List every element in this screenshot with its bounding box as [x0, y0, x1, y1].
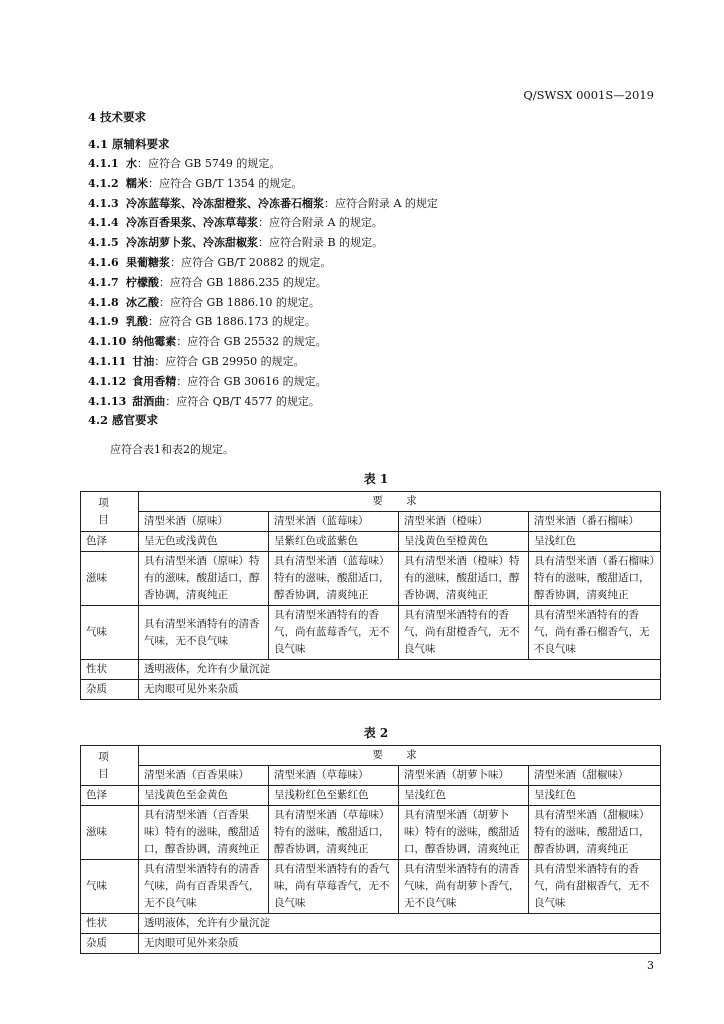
row-label: 色泽 [81, 786, 139, 806]
row-label: 气味 [81, 860, 139, 914]
raw-material-item [88, 273, 664, 293]
table-cell: 具有清型米酒（番石榴味）特有的滋味，酸甜适口，醇香协调，清爽纯正 [529, 552, 661, 606]
table-cell: 呈浅黄色至橙黄色 [399, 532, 529, 552]
row-label: 滋味 [81, 552, 139, 606]
product-column-header: 清型米酒（橙味） [399, 512, 529, 532]
document-body [88, 108, 664, 954]
table-cell: 无肉眼可见外来杂质 [139, 680, 661, 700]
document-code-header: Q/SWSX 0001S—2019 [523, 88, 654, 102]
table-cell: 呈浅红色 [529, 532, 661, 552]
item-requirement: ：应符合 GB 29950 的规定。 [154, 354, 305, 368]
table-cell: 具有清型米酒（草莓味）特有的滋味，酸甜适口，醇香协调，清爽纯正 [269, 806, 399, 860]
item-number: 4.1.12 [88, 374, 127, 388]
table-cell: 呈浅红色 [529, 786, 661, 806]
product-header-row [81, 766, 661, 786]
table-row [81, 552, 661, 606]
item-number: 4.1.6 [88, 255, 119, 269]
raw-material-item [88, 233, 664, 253]
item-requirement: ：应符合附录 B 的规定。 [258, 236, 384, 250]
item-name: 冰乙酸 [126, 295, 159, 309]
product-column-header: 清型米酒（原味） [139, 512, 269, 532]
item-requirement: ：应符合 GB/T 1354 的规定。 [148, 176, 303, 190]
raw-material-item [88, 154, 664, 174]
product-column-header: 清型米酒（胡萝卜味） [399, 766, 529, 786]
item-number: 4.1.10 [88, 335, 127, 349]
item-number: 4.1.7 [88, 275, 119, 289]
item-requirement: ：应符合附录 A 的规定。 [258, 216, 383, 230]
table-cell: 具有清型米酒特有的香气味，尚有草莓香气，无不良气味 [269, 860, 399, 914]
row-label: 色泽 [81, 532, 139, 552]
table-cell: 具有清型米酒（百香果味）特有的滋味，酸甜适口，醇香协调，清爽纯正 [139, 806, 269, 860]
table-cell: 具有清型米酒（蓝莓味）特有的滋味，酸甜适口，醇香协调，清爽纯正 [269, 552, 399, 606]
table-cell: 具有清型米酒特有的香气，尚有甜橙香气，无不良气味 [399, 606, 529, 660]
table-cell: 无肉眼可见外来杂质 [139, 934, 661, 954]
item-requirement: ：应符合附录 A 的规定 [324, 196, 438, 210]
sensory-table-2 [80, 745, 661, 954]
sensory-intro-text: 应符合表1和表2的规定。 [110, 443, 234, 457]
table-cell: 具有清型米酒特有的清香气味，尚有胡萝卜香气，无不良气味 [399, 860, 529, 914]
table-cell: 具有清型米酒特有的香气，尚有蓝莓香气，无不良气味 [269, 606, 399, 660]
item-number: 4.1.1 [88, 157, 119, 170]
item-requirement: ：应符合 GB 25532 的规定。 [176, 335, 327, 349]
table-cell: 具有清型米酒（橙味）特有的滋味，酸甜适口，醇香协调，清爽纯正 [399, 552, 529, 606]
table-cell: 具有清型米酒特有的清香气味，尚有百香果香气，无不良气味 [139, 860, 269, 914]
row-label: 杂质 [81, 680, 139, 700]
item-requirement: ：应符合 GB 1886.173 的规定。 [148, 315, 316, 329]
row-label: 气味 [81, 606, 139, 660]
table-header-row [81, 746, 661, 766]
section-4-heading: 4 技术要求 [88, 110, 147, 124]
row-label: 杂质 [81, 934, 139, 954]
item-number: 4.1.11 [88, 354, 127, 368]
raw-material-list [88, 154, 664, 411]
raw-material-item [88, 174, 664, 194]
item-name: 甘油 [132, 354, 155, 368]
product-column-header: 清型米酒（草莓味） [269, 766, 399, 786]
item-column-header: 项 目 [81, 746, 139, 786]
table-row [81, 860, 661, 914]
table-cell: 呈浅黄色至金黄色 [139, 786, 269, 806]
table-cell: 具有清型米酒特有的香气，尚有甜椒香气，无不良气味 [529, 860, 661, 914]
row-label: 滋味 [81, 806, 139, 860]
item-requirement: ：应符合 GB 1886.235 的规定。 [159, 275, 327, 289]
item-name: 纳他霉素 [132, 335, 177, 349]
table-row [81, 806, 661, 860]
item-column-header: 项 目 [81, 492, 139, 532]
product-header-row [81, 512, 661, 532]
requirement-column-header: 要 求 [139, 492, 661, 512]
item-name: 水 [126, 157, 137, 170]
table-2-caption: 表 2 [363, 726, 389, 741]
item-requirement: ：应符合 GB/T 20882 的规定。 [170, 255, 332, 269]
table-cell: 具有清型米酒（原味）特有的滋味，酸甜适口，醇香协调，清爽纯正 [139, 552, 269, 606]
table-cell: 具有清型米酒（甜椒味）特有的滋味，酸甜适口，醇香协调，清爽纯正 [529, 806, 661, 860]
product-column-header: 清型米酒（番石榴味） [529, 512, 661, 532]
item-name: 甜酒曲 [132, 394, 166, 408]
row-label: 性状 [81, 660, 139, 680]
raw-material-item [88, 253, 664, 273]
page-number: 3 [647, 959, 654, 972]
item-name: 冷冻百香果浆、冷冻草莓浆 [126, 216, 258, 230]
product-column-header: 清型米酒（甜椒味） [529, 766, 661, 786]
table-cell: 透明液体，允许有少量沉淀 [139, 914, 661, 934]
raw-material-item [88, 293, 664, 313]
row-label: 性状 [81, 914, 139, 934]
item-requirement: ：应符合 GB 1886.10 的规定。 [159, 295, 320, 309]
raw-material-item [88, 213, 664, 233]
item-number: 4.1.13 [88, 394, 127, 408]
item-name: 乳酸 [126, 315, 148, 329]
raw-material-item [88, 392, 664, 412]
item-name: 食用香精 [132, 374, 177, 388]
table-cell: 呈无色或浅黄色 [139, 532, 269, 552]
product-column-header: 清型米酒（百香果味） [139, 766, 269, 786]
item-name: 冷冻胡萝卜浆、冷冻甜椒浆 [126, 236, 258, 250]
table-row [81, 786, 661, 806]
table-header-row [81, 492, 661, 512]
item-number: 4.1.5 [88, 236, 119, 250]
item-number: 4.1.2 [88, 176, 119, 190]
item-name: 冷冻蓝莓浆、冷冻甜橙浆、冷冻番石榴浆 [126, 196, 324, 210]
item-name: 糯米 [126, 176, 148, 190]
raw-material-item [88, 312, 664, 332]
item-number: 4.1.4 [88, 216, 119, 230]
raw-material-item [88, 332, 664, 352]
sensory-table-1 [80, 491, 661, 700]
raw-material-item [88, 194, 664, 214]
item-requirement: ：应符合 GB 5749 的规定。 [137, 157, 281, 170]
item-requirement: ：应符合 GB 30616 的规定。 [176, 374, 327, 388]
item-name: 柠檬酸 [126, 275, 159, 289]
table-row [81, 532, 661, 552]
table-cell: 呈浅红色 [399, 786, 529, 806]
item-number: 4.1.3 [88, 196, 119, 210]
section-4-1-heading: 4.1 原辅料要求 [88, 137, 170, 151]
item-number: 4.1.9 [88, 315, 119, 329]
table-row [81, 934, 661, 954]
table-row [81, 680, 661, 700]
table-cell: 呈浅粉红色至紫红色 [269, 786, 399, 806]
table-cell: 具有清型米酒特有的香气，尚有番石榴香气，无不良气味 [529, 606, 661, 660]
item-name: 果葡糖浆 [126, 255, 170, 269]
requirement-column-header: 要 求 [139, 746, 661, 766]
table-row [81, 606, 661, 660]
table-cell: 呈紫红色或蓝紫色 [269, 532, 399, 552]
table-cell: 透明液体，允许有少量沉淀 [139, 660, 661, 680]
table-1-caption: 表 1 [363, 472, 389, 487]
product-column-header: 清型米酒（蓝莓味） [269, 512, 399, 532]
item-number: 4.1.8 [88, 295, 119, 309]
table-cell: 具有清型米酒（胡萝卜味）特有的滋味，酸甜适口，醇香协调，清爽纯正 [399, 806, 529, 860]
table-row [81, 914, 661, 934]
section-4-2-heading: 4.2 感官要求 [88, 413, 159, 428]
raw-material-item [88, 372, 664, 392]
item-requirement: ：应符合 QB/T 4577 的规定。 [165, 394, 320, 408]
table-cell: 具有清型米酒特有的清香气味，无不良气味 [139, 606, 269, 660]
raw-material-item [88, 352, 664, 372]
table-row [81, 660, 661, 680]
